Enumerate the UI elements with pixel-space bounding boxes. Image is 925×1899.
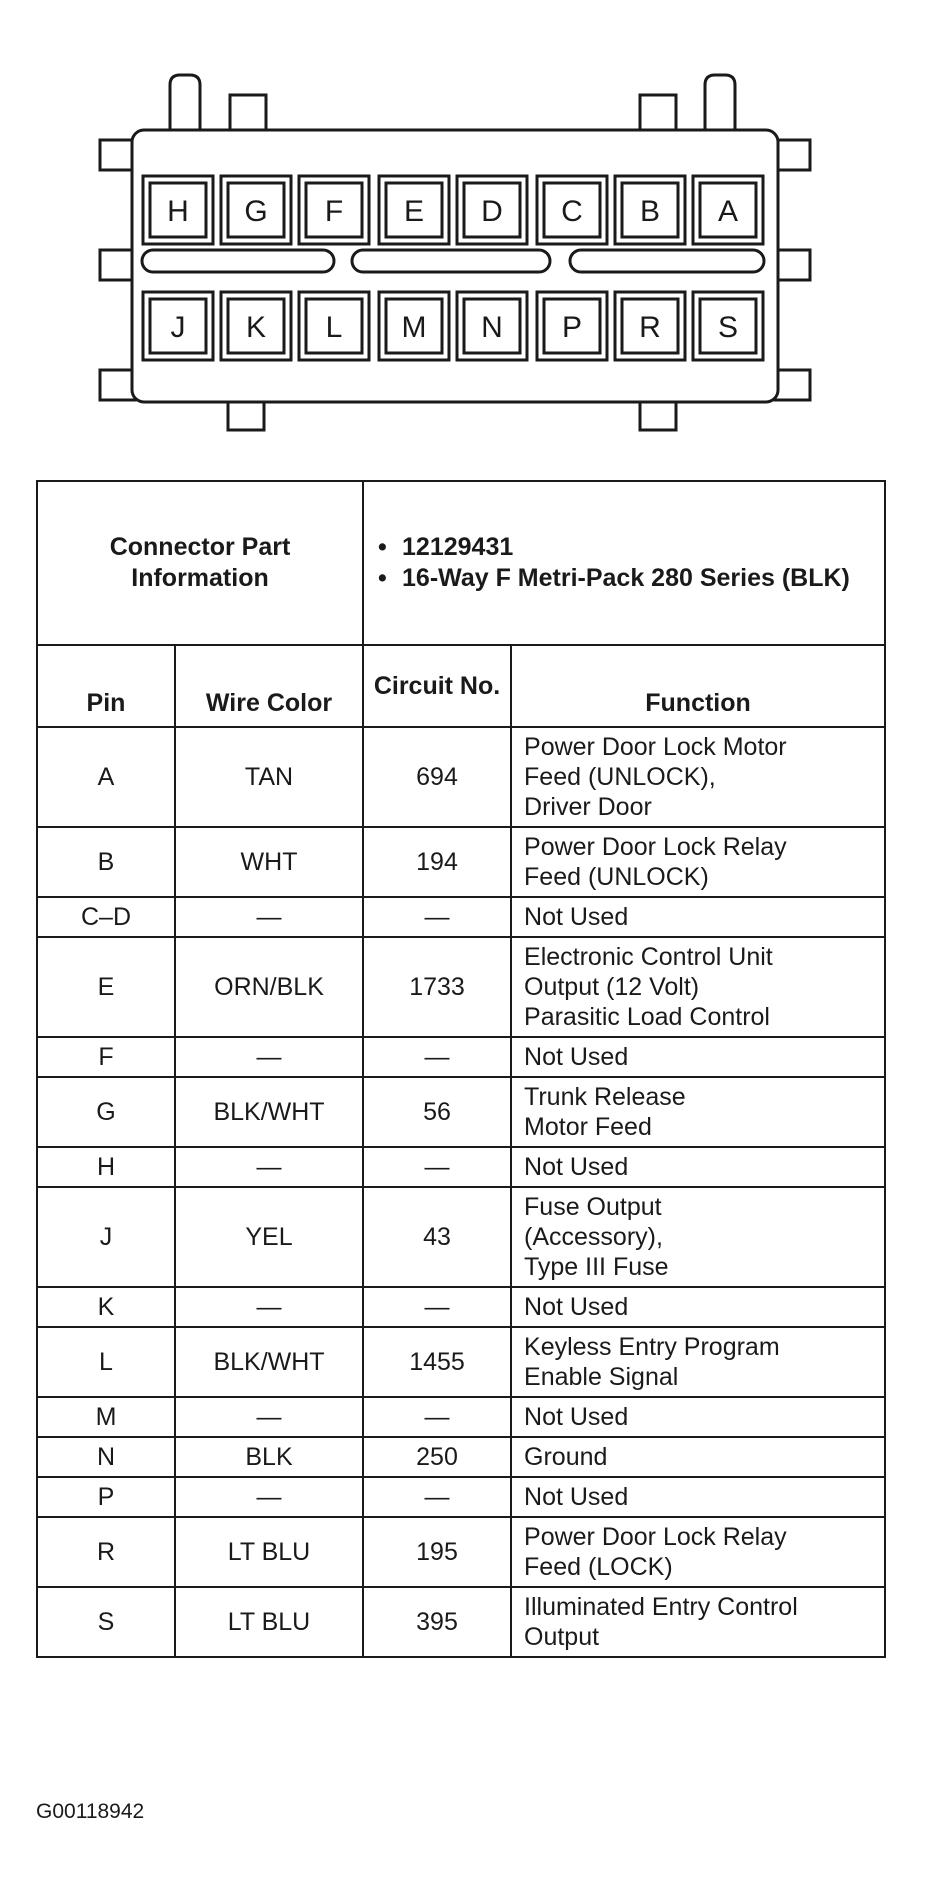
circuit-cell: — (363, 1477, 511, 1517)
pin-row (37, 937, 885, 1037)
wire-color-cell: — (175, 897, 363, 937)
function-line: Fuse Output (524, 1193, 662, 1221)
function-line: Output (12 Volt) (524, 973, 700, 1001)
header-pin: Pin (37, 645, 175, 727)
pin-row (37, 1327, 885, 1397)
connector-part-info-items (363, 481, 885, 645)
wire-color-cell: LT BLU (175, 1517, 363, 1587)
function-line: Enable Signal (524, 1363, 679, 1391)
circuit-cell: 56 (363, 1077, 511, 1147)
pin-row (37, 1517, 885, 1587)
function-line: Output (524, 1623, 600, 1651)
pin-row (37, 1437, 885, 1477)
pin-cell: J (37, 1187, 175, 1287)
top-right-ear (705, 75, 735, 135)
left-tab-bottom (100, 370, 135, 400)
pin-cell: K (37, 1287, 175, 1327)
wire-color-cell: — (175, 1477, 363, 1517)
pin-cell: G (37, 1077, 175, 1147)
right-tab-mid (775, 250, 810, 280)
pin-label-d: D (481, 195, 503, 228)
wire-color-cell: LT BLU (175, 1587, 363, 1657)
wire-color-cell: BLK/WHT (175, 1327, 363, 1397)
pin-cell: M (37, 1397, 175, 1437)
wire-color-cell: YEL (175, 1187, 363, 1287)
wire-color-cell: BLK/WHT (175, 1077, 363, 1147)
function-line: Not Used (524, 1043, 629, 1071)
function-line: Power Door Lock Relay (524, 1523, 787, 1551)
connector-type: • 16-Way F Metri-Pack 280 Series (BLK) (376, 563, 884, 594)
function-line: Feed (UNLOCK) (524, 863, 709, 891)
pin-label-a: A (717, 195, 739, 228)
circuit-cell: — (363, 1147, 511, 1187)
function-cell (511, 827, 885, 897)
pin-label-c: C (561, 195, 583, 228)
pin-rows (37, 727, 885, 1657)
circuit-cell: 395 (363, 1587, 511, 1657)
pin-cell: F (37, 1037, 175, 1077)
circuit-cell: 1455 (363, 1327, 511, 1397)
function-cell (511, 1477, 885, 1517)
function-line: Feed (LOCK) (524, 1553, 673, 1581)
wire-color-cell: — (175, 1287, 363, 1327)
pin-label-h: H (167, 195, 189, 228)
function-line: Not Used (524, 903, 629, 931)
function-cell (511, 1147, 885, 1187)
function-line: Driver Door (524, 793, 652, 821)
circuit-cell: 195 (363, 1517, 511, 1587)
pin-cell: B (37, 827, 175, 897)
function-line: (Accessory), (524, 1223, 663, 1251)
pin-row (37, 1287, 885, 1327)
pin-row (37, 1077, 885, 1147)
function-line: Motor Feed (524, 1113, 652, 1141)
function-line: Electronic Control Unit (524, 943, 773, 971)
left-tab-mid (100, 250, 135, 280)
pin-cell: P (37, 1477, 175, 1517)
pin-label-r: R (639, 311, 661, 344)
pin-label-n: N (481, 311, 503, 344)
pin-row (37, 1587, 885, 1657)
pin-cell: C–D (37, 897, 175, 937)
pin-cell: H (37, 1147, 175, 1187)
function-cell (511, 897, 885, 937)
left-tab-top (100, 140, 135, 170)
pin-row (37, 1187, 885, 1287)
pin-label-l: L (325, 311, 343, 344)
function-cell (511, 1437, 885, 1477)
function-line: Ground (524, 1443, 608, 1471)
function-line: Power Door Lock Relay (524, 833, 787, 861)
pin-label-b: B (639, 195, 661, 228)
function-cell (511, 1187, 885, 1287)
circuit-cell: — (363, 897, 511, 937)
pin-label-f: F (324, 195, 344, 228)
part-number: • 12129431 (376, 532, 884, 563)
function-line: Feed (UNLOCK), (524, 763, 716, 791)
function-line: Not Used (524, 1403, 629, 1431)
function-line: Not Used (524, 1153, 629, 1181)
pin-label-p: P (561, 311, 583, 344)
connector-pin-table (36, 480, 886, 1658)
function-line: Type III Fuse (524, 1253, 669, 1281)
pin-label-k: K (245, 311, 267, 344)
wire-color-cell: ORN/BLK (175, 937, 363, 1037)
right-tab-top (775, 140, 810, 170)
pin-label-m: M (401, 311, 427, 344)
function-cell (511, 937, 885, 1037)
circuit-cell: — (363, 1397, 511, 1437)
function-cell (511, 727, 885, 827)
pin-label-e: E (403, 195, 425, 228)
wire-color-cell: TAN (175, 727, 363, 827)
circuit-cell: 694 (363, 727, 511, 827)
pin-label-g: G (244, 195, 268, 228)
wire-color-cell: — (175, 1397, 363, 1437)
column-header-row (37, 645, 885, 727)
function-line: Keyless Entry Program (524, 1333, 780, 1361)
pin-row (37, 827, 885, 897)
function-cell (511, 1587, 885, 1657)
function-line: Not Used (524, 1293, 629, 1321)
header-wire-color: Wire Color (175, 645, 363, 727)
pin-cell: N (37, 1437, 175, 1477)
wire-color-cell: WHT (175, 827, 363, 897)
function-cell (511, 1287, 885, 1327)
pin-cell: A (37, 727, 175, 827)
circuit-cell: 1733 (363, 937, 511, 1037)
header-function: Function (511, 645, 885, 727)
pin-row (37, 897, 885, 937)
function-line: Trunk Release (524, 1083, 686, 1111)
function-line: Power Door Lock Motor (524, 733, 787, 761)
top-left-ear (170, 75, 200, 135)
connector-part-info-label: Connector Part Information (37, 481, 363, 645)
wire-color-cell: — (175, 1037, 363, 1077)
pin-label-s: S (717, 311, 739, 344)
circuit-cell: 250 (363, 1437, 511, 1477)
function-cell (511, 1327, 885, 1397)
pin-row (37, 1037, 885, 1077)
circuit-cell: — (363, 1287, 511, 1327)
header-circuit-no: Circuit No. (363, 645, 511, 727)
circuit-cell: 43 (363, 1187, 511, 1287)
pin-row (37, 1397, 885, 1437)
figure-code: G00118942 (36, 1800, 145, 1823)
pin-cell: R (37, 1517, 175, 1587)
function-cell (511, 1077, 885, 1147)
pin-label-j: J (170, 311, 186, 344)
circuit-cell: 194 (363, 827, 511, 897)
pin-row (37, 1147, 885, 1187)
function-cell (511, 1517, 885, 1587)
function-line: Parasitic Load Control (524, 1003, 770, 1031)
pin-cell: S (37, 1587, 175, 1657)
connector-face-diagram (0, 0, 925, 450)
connector-info-row (37, 481, 885, 645)
function-line: Not Used (524, 1483, 629, 1511)
pin-cell: L (37, 1327, 175, 1397)
circuit-cell: — (363, 1037, 511, 1077)
pin-cell: E (37, 937, 175, 1037)
wire-color-cell: BLK (175, 1437, 363, 1477)
pin-row (37, 727, 885, 827)
pin-row (37, 1477, 885, 1517)
right-tab-bottom (775, 370, 810, 400)
function-line: Illuminated Entry Control (524, 1593, 798, 1621)
function-cell (511, 1037, 885, 1077)
function-cell (511, 1397, 885, 1437)
wire-color-cell: — (175, 1147, 363, 1187)
